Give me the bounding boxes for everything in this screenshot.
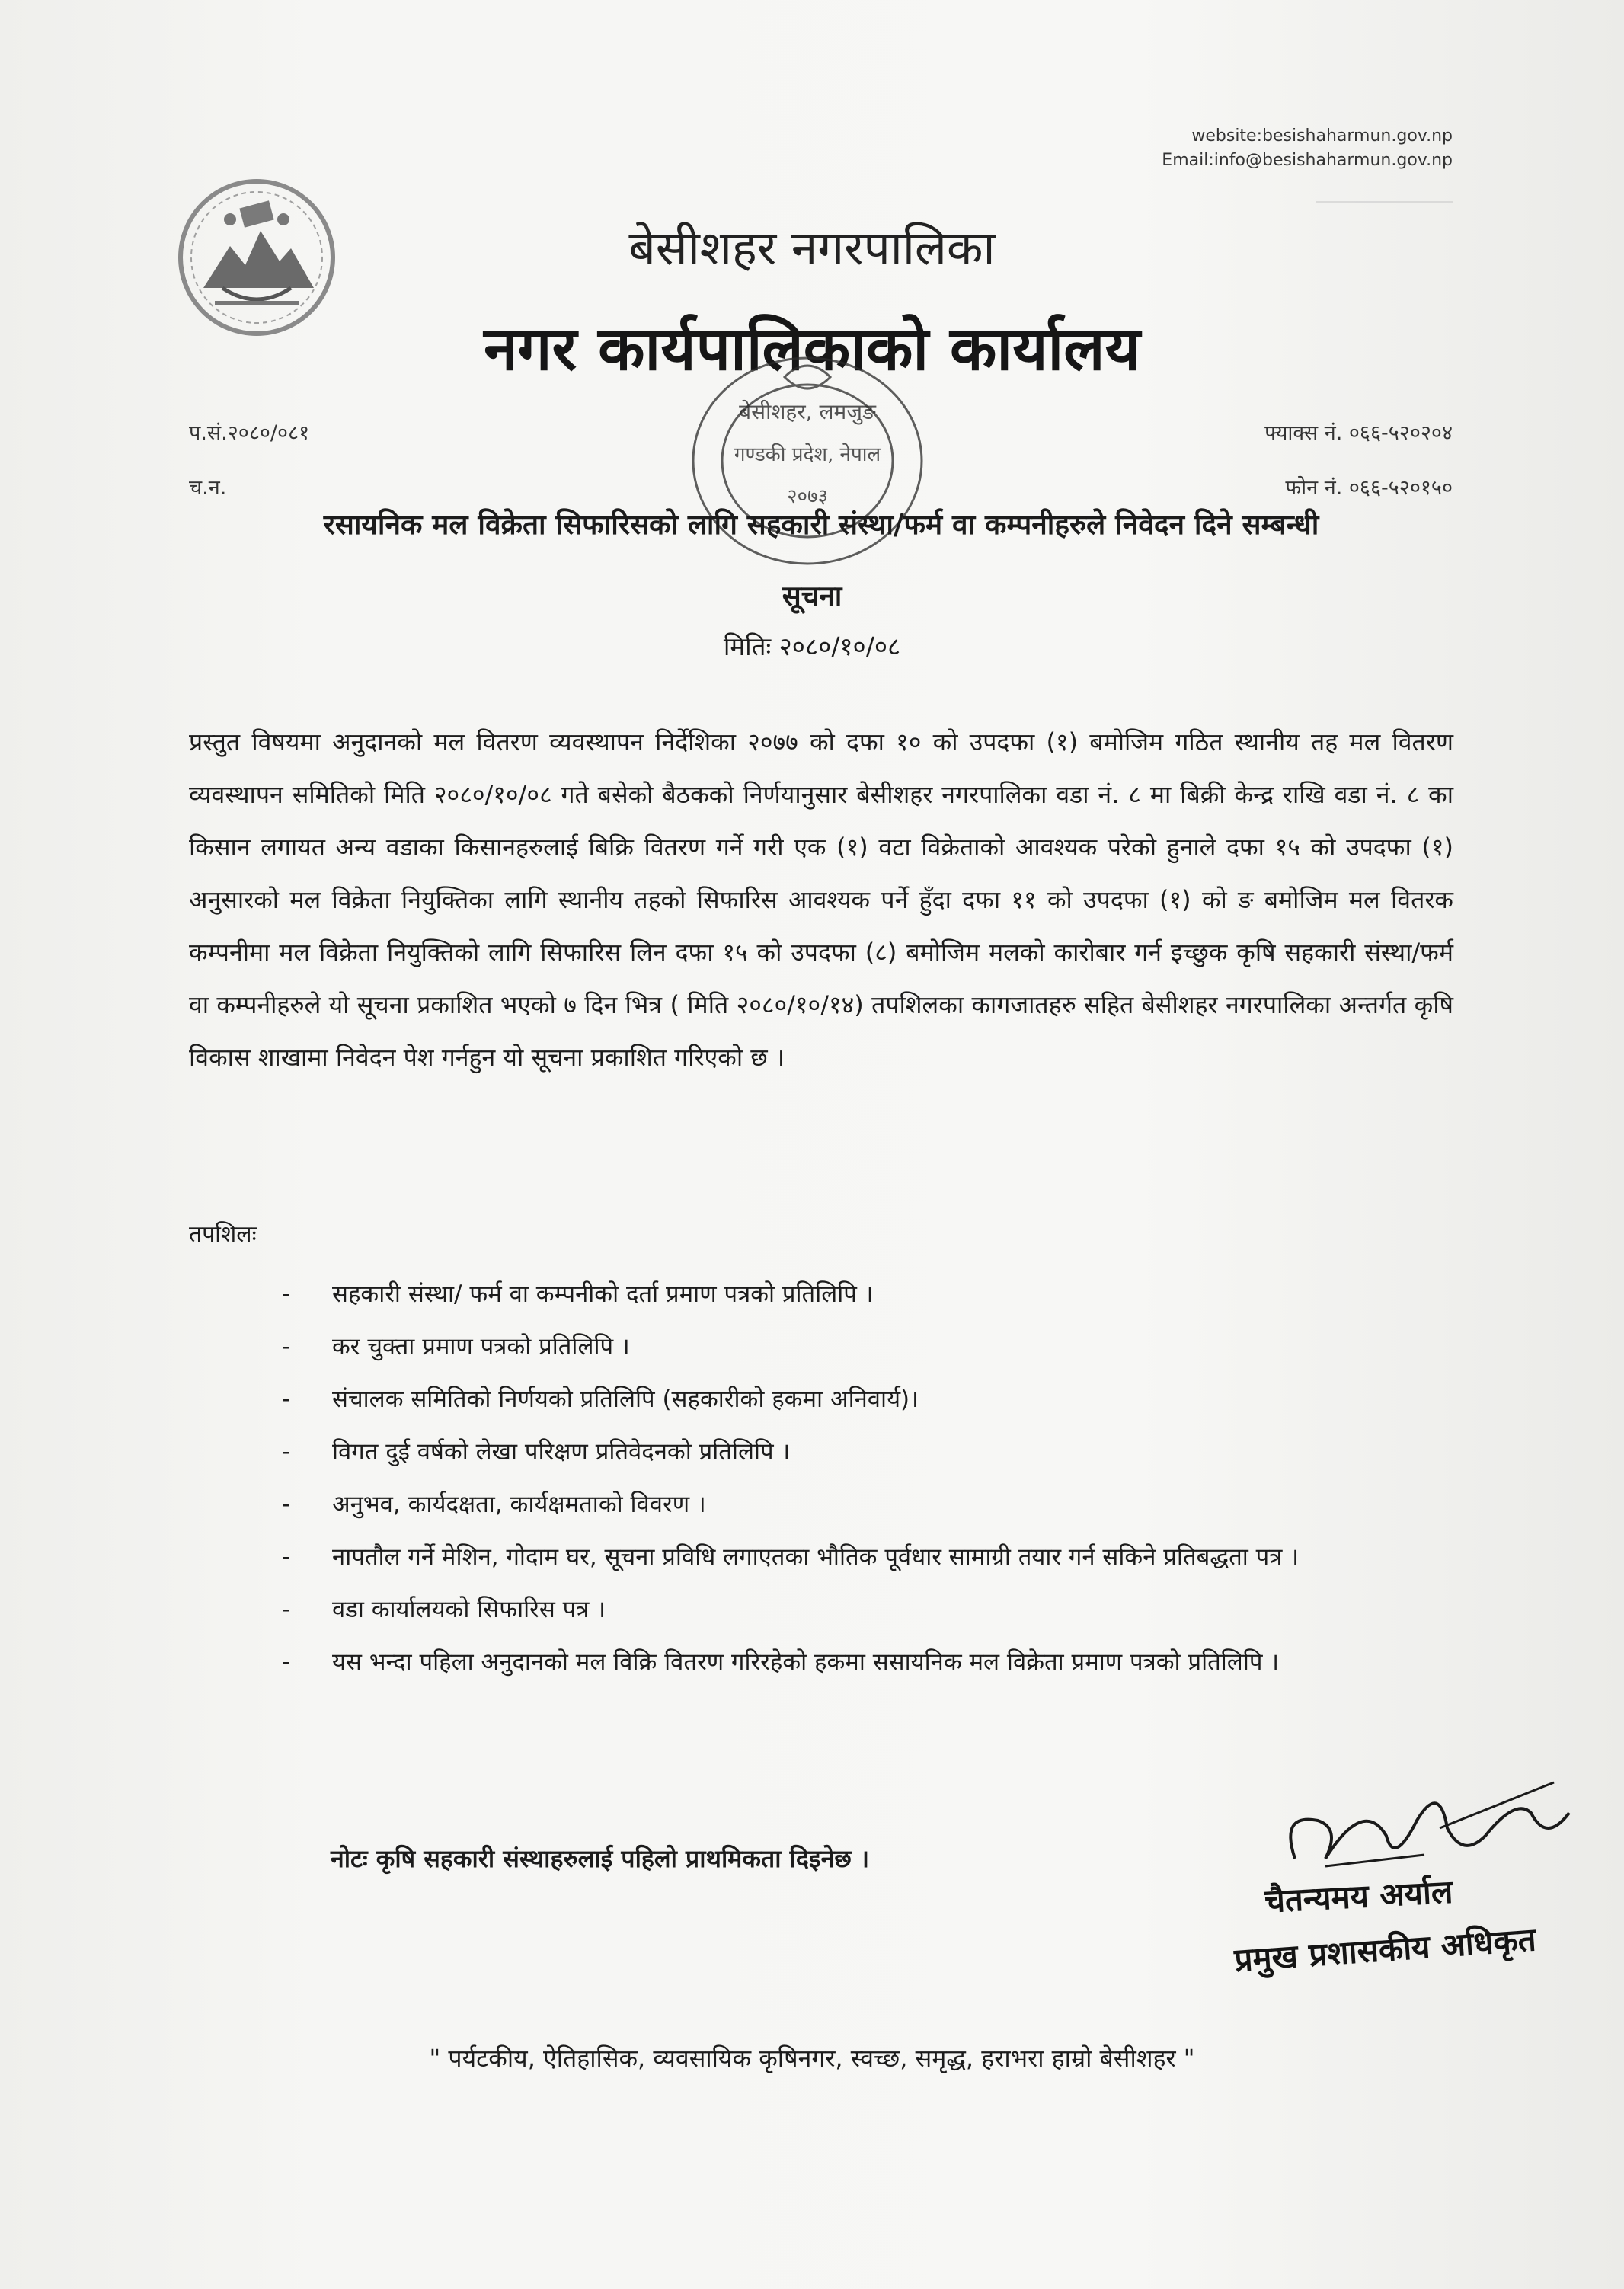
stamp-line-2: गण्डकी प्रदेश, नेपाल bbox=[734, 443, 881, 466]
document-requirements-list bbox=[282, 1268, 1455, 1689]
fax-number: फ्याक्स नं. ०६६-५२०२०४ bbox=[1264, 421, 1453, 445]
stamp-line-1: बेसीशहर, लमजुङ bbox=[739, 399, 876, 424]
list-item bbox=[282, 1426, 1455, 1479]
office-stamp bbox=[670, 347, 945, 590]
list-item-text: सहकारी संस्था/ फर्म वा कम्पनीको दर्ता प्रमाण पत्रको प्रतिलिपि । bbox=[332, 1280, 874, 1308]
list-item-text: संचालक समितिको निर्णयको प्रतिलिपि (सहकारीको हकमा अनिवार्य)। bbox=[332, 1386, 919, 1413]
bullet-dash: - bbox=[282, 1386, 291, 1413]
bullet-dash: - bbox=[282, 1648, 291, 1676]
list-item-text: अनुभव, कार्यदक्षता, कार्यक्षमताको विवरण । bbox=[332, 1491, 706, 1518]
list-item bbox=[282, 1268, 1455, 1321]
faded-contact-line bbox=[1316, 183, 1453, 203]
stamp-line-3: २०७३ bbox=[786, 485, 829, 508]
list-item bbox=[282, 1636, 1455, 1689]
bullet-dash: - bbox=[282, 1280, 291, 1308]
notice-subject: रसायनिक मल विक्रेता सिफारिसको लागि सहकारी संस्था/फर्म वा कम्पनीहरुले निवेदन दिने सम्बन्धी bbox=[323, 508, 1319, 541]
signatory-title: प्रमुख प्रशासकीय अधिकृत bbox=[1232, 1920, 1538, 1979]
office-name: नगर कार्यपालिकाको कार्यालय bbox=[484, 313, 1140, 384]
bullet-dash: - bbox=[282, 1543, 291, 1571]
signatory-name: चैतन्यमय अर्याल bbox=[1263, 1872, 1454, 1920]
phone-number: फोन नं. ०६६-५२०१५० bbox=[1285, 476, 1453, 500]
list-item-text: विगत दुई वर्षको लेखा परिक्षण प्रतिवेदनको प्रतिलिपि । bbox=[332, 1438, 791, 1466]
list-item-text: यस भन्दा पहिला अनुदानको मल विक्रि वितरण गरिरहेको हकमा ससायनिक मल विक्रेता प्रमाण पत्रको प्रतिलिपि । bbox=[332, 1648, 1280, 1676]
bullet-dash: - bbox=[282, 1491, 291, 1518]
bullet-dash: - bbox=[282, 1596, 291, 1623]
list-item-text: वडा कार्यालयको सिफारिस पत्र । bbox=[332, 1596, 606, 1623]
list-item bbox=[282, 1531, 1455, 1584]
municipality-name: बेसीशहर नगरपालिका bbox=[628, 220, 996, 276]
list-item-text: नापतौल गर्ने मेशिन, गोदाम घर, सूचना प्रविधि लगाएतका भौतिक पूर्वधार सामाग्री तयार गर्न सकिने प्रतिबद्धता पत्र । bbox=[332, 1543, 1299, 1571]
website-text: website:besishaharmun.gov.np bbox=[1191, 126, 1453, 145]
email-text: Email:info@besishaharmun.gov.np bbox=[1162, 151, 1453, 170]
bullet-dash: - bbox=[282, 1438, 291, 1466]
details-title: तपशिलः bbox=[189, 1221, 257, 1248]
list-item-text: कर चुक्ता प्रमाण पत्रको प्रतिलिपि । bbox=[332, 1333, 630, 1360]
list-item bbox=[282, 1321, 1455, 1373]
list-item bbox=[282, 1373, 1455, 1426]
list-item bbox=[282, 1584, 1455, 1636]
priority-note: नोटः कृषि सहकारी संस्थाहरुलाई पहिलो प्राथमिकता दिइनेछ । bbox=[331, 1844, 870, 1873]
bullet-dash: - bbox=[282, 1333, 291, 1360]
notice-heading: सूचना bbox=[782, 580, 842, 612]
notice-body: प्रस्तुत विषयमा अनुदानको मल वितरण व्यवस्थापन निर्देशिका २०७७ को दफा १० को उपदफा (१) बमोजिम गठित स्थानीय तह मल वितरण व्यवस्थापन समितिको मिति २०८०/१०/०८ गते बसेको बैठकको निर्णयानुसार बेसीशहर नगरपालिका वडा नं. ८ मा बिक्री केन्द्र राखि वडा नं. ८ का किसान लगायत अन्य वडाका किसानहरुलाई बिक्रि वितरण गर्ने गरी एक (१) वटा विक्रेताको आवश्यक परेको हुनाले दफा १५ को उपदफा (१) अनुसारको मल विक्रेता नियुक्तिका लागि स्थानीय तहको सिफारिस आवश्यक पर्ने हुँदा दफा ११ को उपदफा (१) को ङ बमोजिम मल वितरक कम्पनीमा मल विक्रेता नियुक्तिको लागि सिफारिस लिन दफा १५ को उपदफा (८) बमोजिम मलको कारोबार गर्न इच्छुक कृषि सहकारी संस्था/फर्म वा कम्पनीहरुले यो सूचना प्रकाशित भएको ७ दिन भित्र ( मिति २०८०/१०/१४) तपशिलका कागजातहरु सहित बेसीशहर नगरपालिका अन्तर्गत कृषि विकास शाखामा निवेदन पेश गर्नहुन यो सूचना प्रकाशित गरिएको छ । bbox=[189, 727, 1453, 1072]
footer-motto: " पर्यटकीय, ऐतिहासिक, व्यवसायिक कृषिनगर, स्वच्छ, समृद्ध, हराभरा हाम्रो बेसीशहर " bbox=[429, 2044, 1195, 2073]
list-item bbox=[282, 1479, 1455, 1531]
reference-number: प.सं.२०८०/०८१ bbox=[189, 421, 310, 445]
notice-date: मितिः २०८०/१०/०८ bbox=[723, 631, 901, 661]
dispatch-number: च.न. bbox=[189, 476, 227, 500]
